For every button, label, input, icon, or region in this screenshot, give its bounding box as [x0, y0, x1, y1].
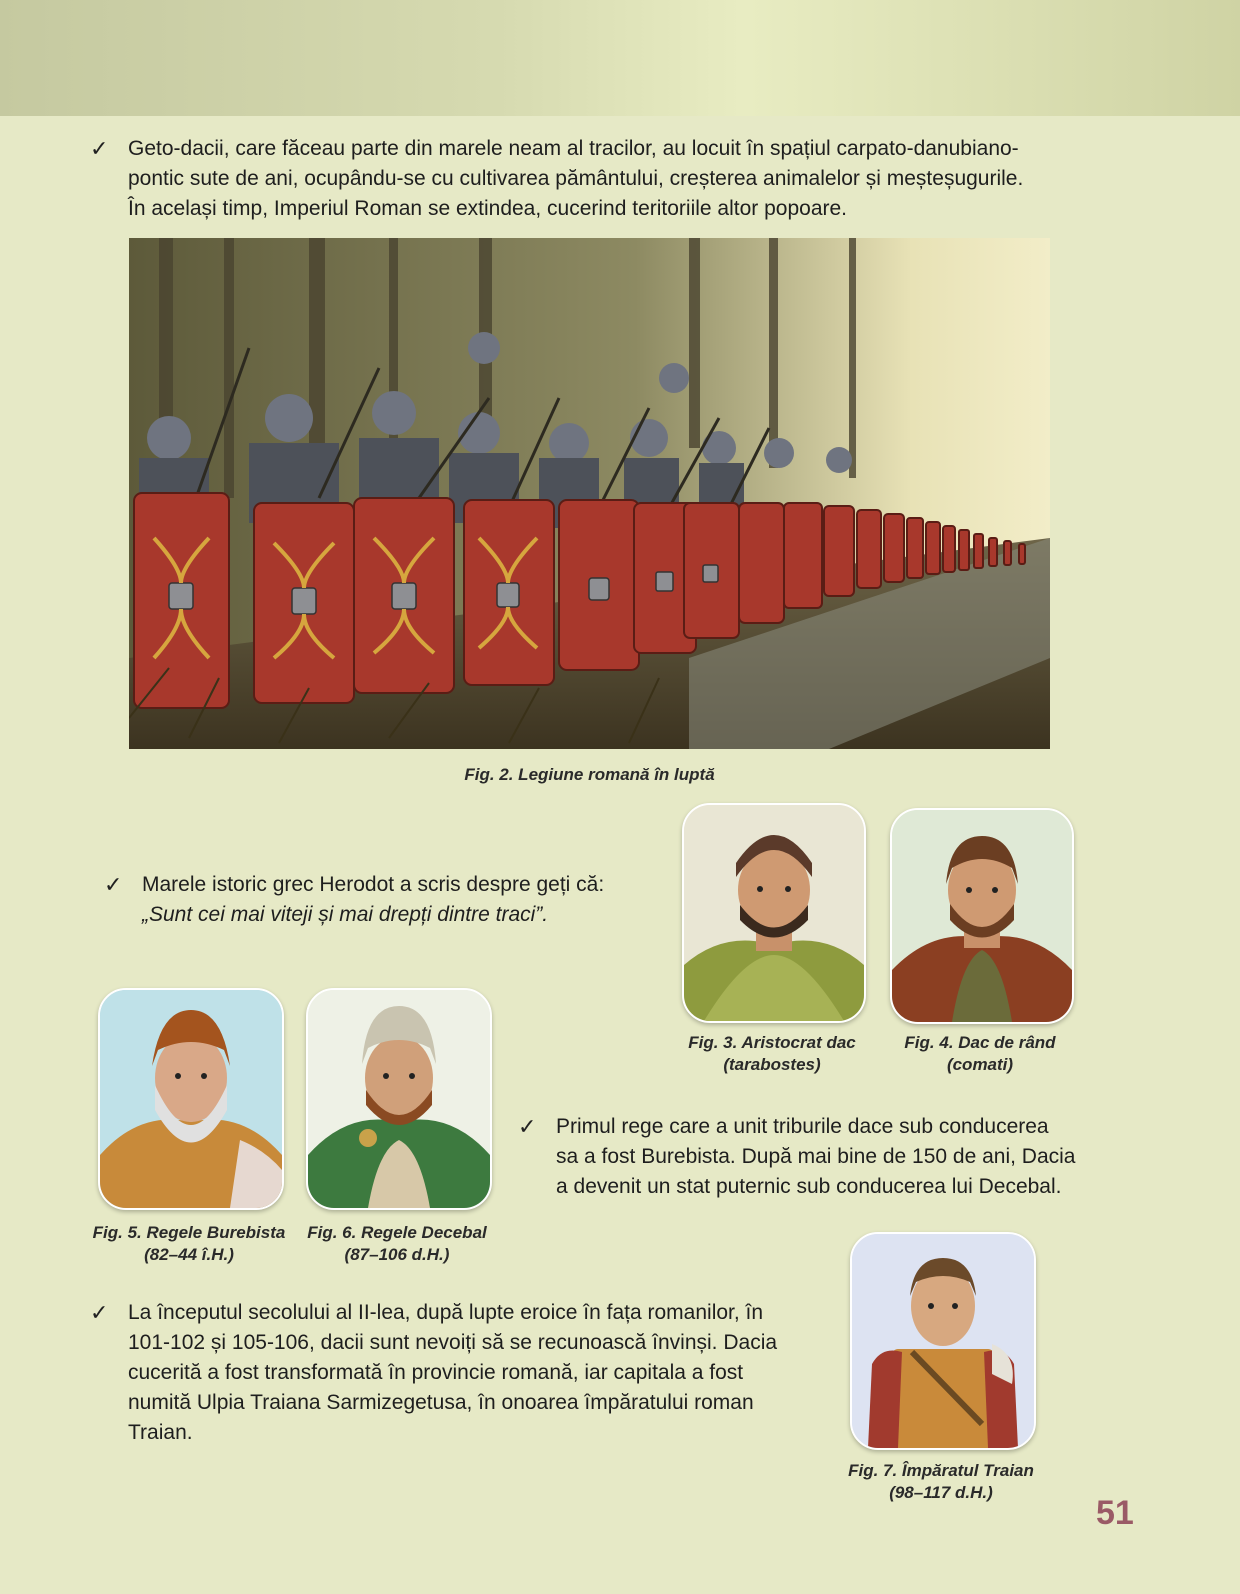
caption-line: Fig. 4. Dac de rând [904, 1033, 1056, 1052]
fig6-decebal-portrait [306, 988, 492, 1210]
text-line: cucerită a fost transformată în provincie romană, iar capitala a fost [128, 1361, 744, 1384]
caption-line: Fig. 7. Împăratul Traian [848, 1461, 1034, 1480]
bullet-conquest [90, 1298, 818, 1448]
header-band [0, 0, 1240, 116]
caption-line: (tarabostes) [723, 1055, 821, 1074]
checkmark-icon: ✓ [90, 136, 109, 161]
fig5-caption [86, 1222, 292, 1266]
caption-line: (87–106 d.H.) [344, 1245, 450, 1264]
text-line: 101-102 și 105-106, dacii sunt nevoiți să se recunoască învinși. Dacia [128, 1331, 778, 1354]
checkmark-icon: ✓ [90, 1300, 109, 1325]
bullet-herodot [104, 870, 662, 930]
text-line: Primul rege care a unit triburile dace sub conducerea [556, 1115, 1049, 1138]
text-line: La începutul secolului al II-lea, după lupte eroice în fața romanilor, în [128, 1301, 764, 1324]
text-line: a devenit un stat puternic sub conducerea lui Decebal. [556, 1175, 1062, 1198]
fig2-roman-legion-image [129, 238, 1050, 749]
caption-line: Fig. 6. Regele Decebal [307, 1223, 487, 1242]
fig7-trajan-portrait [850, 1232, 1036, 1450]
text-line: În același timp, Imperiul Roman se extindea, cucerind teritoriile altor popoare. [128, 197, 848, 220]
fig4-commoner-portrait [890, 808, 1074, 1024]
text-line: numită Ulpia Traiana Sarmizegetusa, în onoarea împăratului roman [128, 1391, 754, 1414]
fig4-caption [880, 1032, 1080, 1076]
text-line: Marele istoric grec Herodot a scris despre geți că: [142, 873, 605, 896]
quote-line: „Sunt cei mai viteji și mai drepți dintre traci”. [142, 903, 549, 926]
caption-line: (comati) [946, 1055, 1014, 1074]
text-line: sa a fost Burebista. După mai bine de 150 de ani, Dacia [556, 1145, 1076, 1168]
caption-line: Fig. 5. Regele Burebista [92, 1223, 286, 1242]
fig7-caption [836, 1460, 1046, 1504]
text-line: Geto-dacii, care făceau parte din marele neam al tracilor, au locuit în spațiul carpato-danubiano- [128, 137, 1019, 160]
fig6-caption [294, 1222, 500, 1266]
caption-line: Fig. 3. Aristocrat dac [688, 1033, 856, 1052]
text-line: pontic sute de ani, ocupându-se cu cultivarea pământului, creșterea animalelor și meșteșugurile. [128, 167, 1024, 190]
fig3-aristocrat-portrait [682, 803, 866, 1023]
fig5-burebista-portrait [98, 988, 284, 1210]
caption-line: (82–44 î.H.) [144, 1245, 234, 1264]
caption-line: (98–117 d.H.) [889, 1483, 993, 1502]
text-line: Traian. [128, 1421, 193, 1444]
bullet-geto-dacians [90, 134, 1108, 224]
page-number: 51 [1096, 1494, 1134, 1532]
checkmark-icon: ✓ [518, 1114, 537, 1139]
fig2-caption: Fig. 2. Legiune romană în luptă [464, 765, 715, 784]
bullet-burebista [518, 1112, 1116, 1202]
legion-illustration [129, 238, 1050, 749]
checkmark-icon: ✓ [104, 872, 123, 897]
fig3-caption [672, 1032, 872, 1076]
